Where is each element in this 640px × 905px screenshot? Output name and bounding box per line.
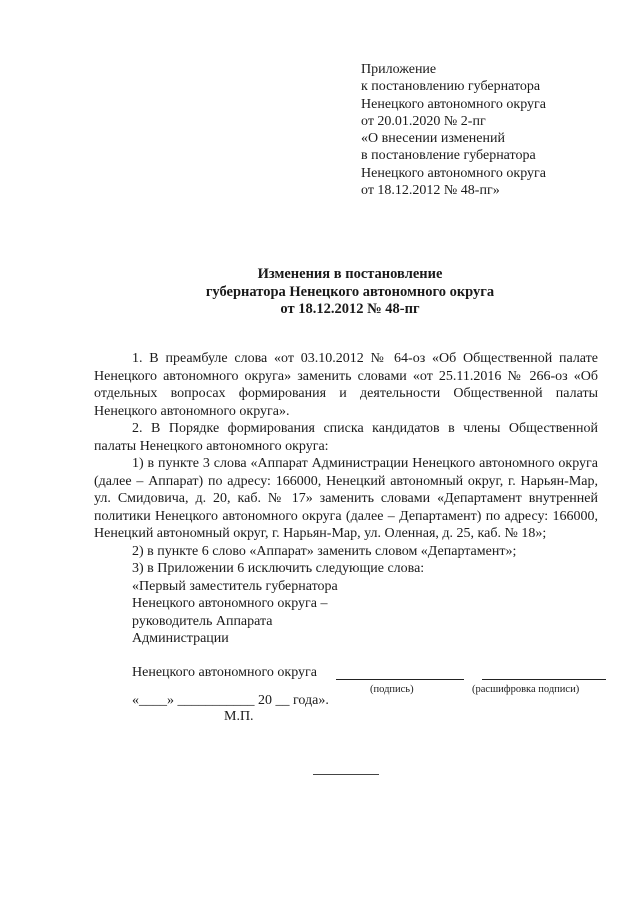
signature-line: [336, 679, 464, 680]
appendix-header: [361, 61, 621, 199]
date-line: «____» ___________ 20 __ года».: [132, 693, 329, 708]
stamp-placeholder: М.П.: [224, 709, 254, 724]
appendix-line: в постановление губернатора: [361, 148, 536, 164]
appendix-line: Приложение: [361, 62, 437, 77]
document-title: [120, 266, 580, 319]
paragraph-item-2: 2. В Порядке формирования списка кандидатов в члены Общественной палаты Ненецкого автономного округа:: [94, 421, 598, 454]
title-line: от 18.12.2012 № 48-пг: [280, 301, 420, 317]
subitem-2: 2) в пункте 6 слово «Аппарат» заменить словом «Департамент»;: [132, 543, 517, 559]
quote-line: Администрации: [132, 631, 229, 646]
title-line: губернатора Ненецкого автономного округа: [205, 283, 495, 300]
document-body: [94, 350, 598, 648]
appendix-line: от 18.12.2012 № 48-пг»: [361, 183, 500, 199]
appendix-line: Ненецкого автономного округа: [361, 165, 546, 181]
paragraph-item-1: 1. В преамбуле слова «от 03.10.2012 № 64-оз «Об Общественной палате Ненецкого автономного округа» заменить словами «от 25.11.2016 № 266-оз «Об отдельных вопросах формирования и деятельности Общественной палаты Ненецкого автономного округа».: [94, 351, 598, 419]
quote-line: Ненецкого автономного округа –: [132, 596, 328, 611]
signature-decode-caption: (расшифровка подписи): [472, 684, 580, 695]
quote-line: «Первый заместитель губернатора: [132, 578, 338, 594]
signature-caption: (подпись): [370, 684, 414, 695]
signature-position: Ненецкого автономного округа: [132, 665, 317, 680]
subitem-1: 1) в пункте 3 слова «Аппарат Администрации Ненецкого автономного округа (далее – Аппарат) по адресу: 166000, Ненецкий автономный округ, г. Нарьян-Мар, ул. Смидовича, д. 20, каб. № 17» заменить словами «Департамент внутренней политики Ненецкого автономного округа (далее – Департамент) по адресу: 166000, Ненецкий автономный округ, г. Нарьян-Мар, ул. Оленная, д. 25, каб. № 18»;: [94, 456, 598, 541]
appendix-line: «О внесении изменений: [361, 131, 505, 147]
signature-decode-line: [482, 679, 606, 680]
quote-line: руководитель Аппарата: [132, 613, 273, 629]
appendix-line: Ненецкого автономного округа: [361, 96, 546, 112]
end-of-document-line: [313, 774, 379, 775]
title-line: Изменения в постановление: [257, 266, 443, 282]
appendix-line: от 20.01.2020 № 2-пг: [361, 113, 486, 129]
appendix-line: к постановлению губернатора: [361, 79, 541, 95]
subitem-3: 3) в Приложении 6 исключить следующие слова:: [132, 561, 425, 576]
